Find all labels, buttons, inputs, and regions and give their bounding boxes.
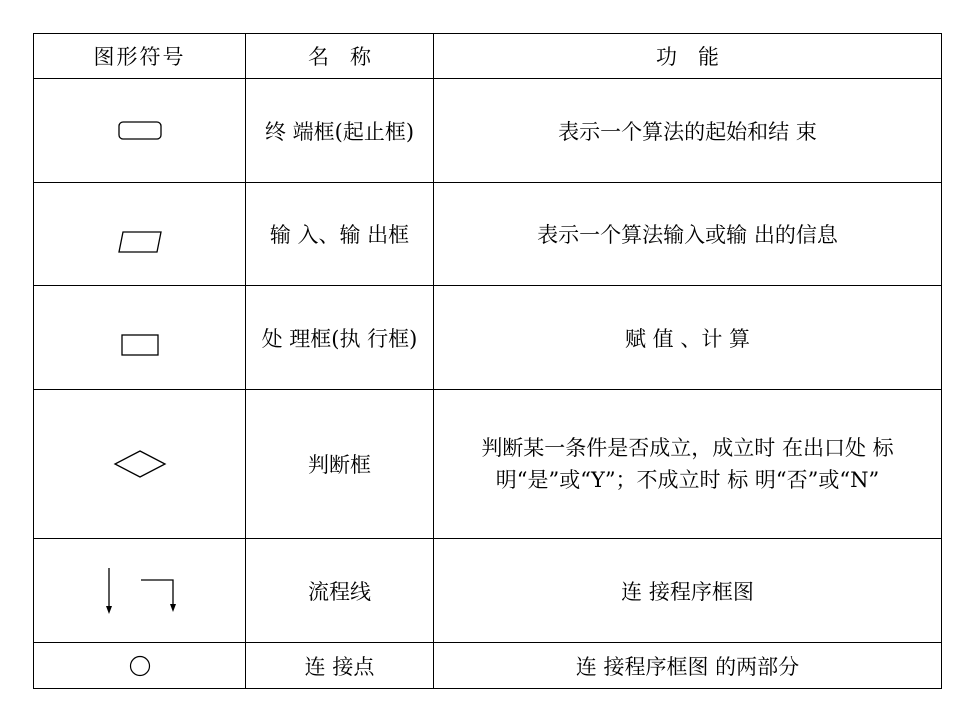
- circle-connector-icon: [128, 654, 152, 678]
- symbol-cell: [34, 539, 246, 643]
- header-name: 名 称: [246, 34, 434, 79]
- name-cell: 终 端框(起止框): [246, 79, 434, 183]
- symbol-cell: [34, 286, 246, 390]
- table-header-row: [34, 34, 942, 79]
- flowchart-symbol-table: [33, 33, 942, 689]
- diamond-icon: [113, 449, 167, 479]
- table-row: [34, 286, 942, 390]
- table-row: [34, 79, 942, 183]
- symbol-cell: [34, 183, 246, 286]
- table-row: [34, 643, 942, 689]
- name-cell: 判断框: [246, 390, 434, 539]
- symbol-cell: [34, 79, 246, 183]
- rectangle-icon: [120, 333, 160, 357]
- table-row: [34, 390, 942, 539]
- name-cell: 处 理框(执 行框): [246, 286, 434, 390]
- function-cell: 表示一个算法输入或输 出的信息: [434, 183, 942, 286]
- name-cell: 连 接点: [246, 643, 434, 689]
- header-function: 功 能: [434, 34, 942, 79]
- header-symbol: 图形符号: [34, 34, 246, 79]
- function-cell: 连 接程序框图 的两部分: [434, 643, 942, 689]
- table-row: [34, 539, 942, 643]
- function-cell: 赋 值 、计 算: [434, 286, 942, 390]
- name-cell: 输 入、输 出框: [246, 183, 434, 286]
- name-cell: 流程线: [246, 539, 434, 643]
- function-cell: 连 接程序框图: [434, 539, 942, 643]
- table-row: [34, 183, 942, 286]
- flow-arrows-icon: [95, 566, 185, 616]
- function-cell: 表示一个算法的起始和结 束: [434, 79, 942, 183]
- terminal-rounded-rect-icon: [117, 120, 163, 142]
- function-cell: 判断某一条件是否成立，成立时 在出口处 标明“是”或“Y”；不成立时 标 明“否”或“N”: [434, 390, 942, 539]
- symbol-cell: [34, 643, 246, 689]
- parallelogram-icon: [117, 230, 163, 254]
- symbol-cell: [34, 390, 246, 539]
